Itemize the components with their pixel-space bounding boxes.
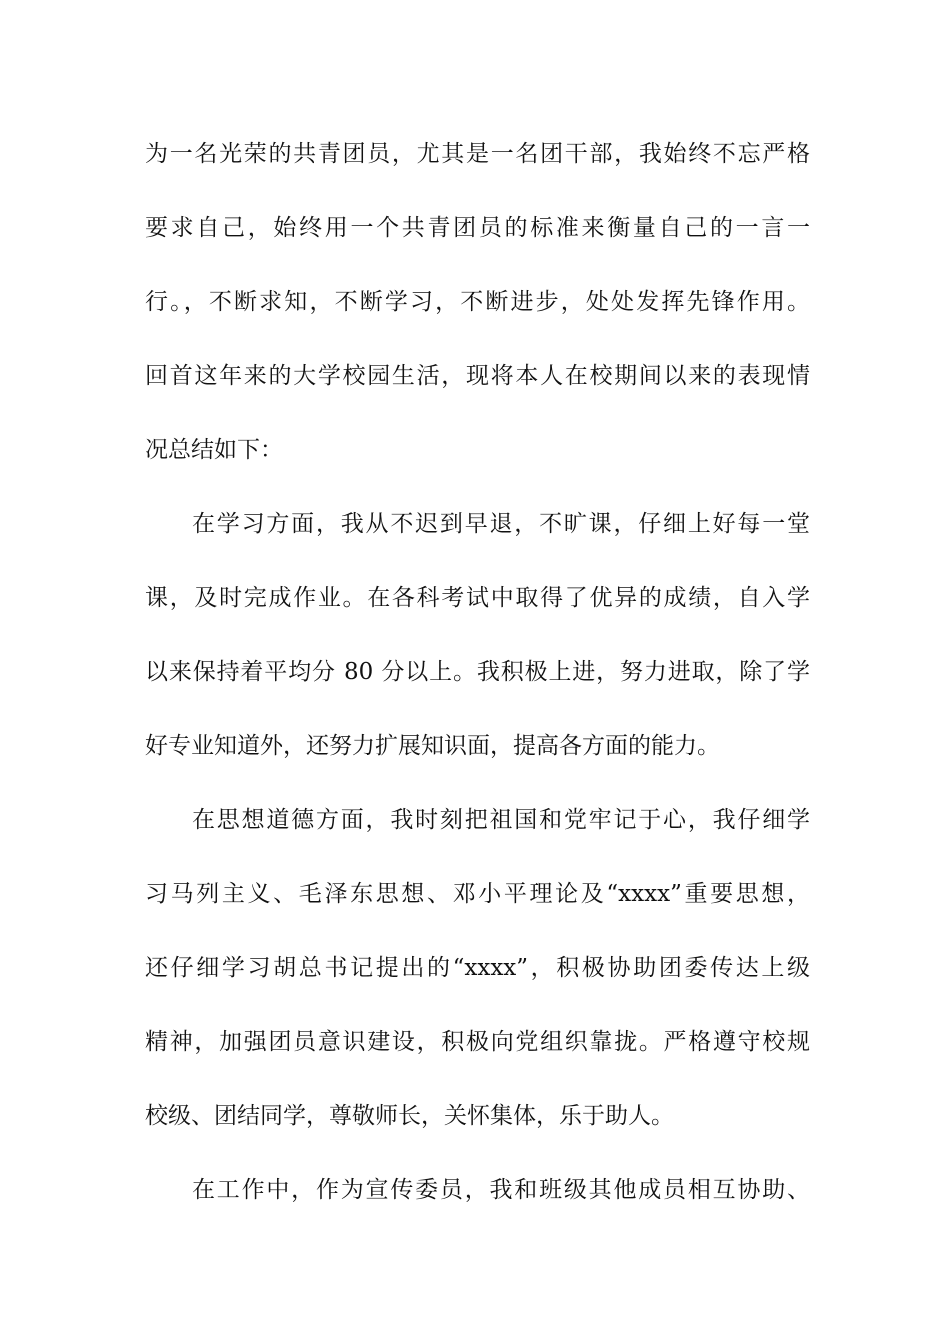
document-body [145,128,810,1238]
text-line-8: 以来保持着平均分 80 分以上。我积极上进，努力进取，除了学 [145,659,810,685]
text-line-6: 在学习方面，我从不迟到早退，不旷课，仔细上好每一堂 [192,511,810,537]
text-line-3: 行。，不断求知，不断学习，不断进步，处处发挥先锋作用。 [145,289,810,315]
text-line-5: 况总结如下： [145,437,283,463]
text-line-4: 回首这年来的大学校园生活，现将本人在校期间以来的表现情 [145,363,810,389]
text-line-12: 还仔细学习胡总书记提出的“xxxx”，积极协助团委传达上级 [145,955,810,981]
text-line-1: 为一名光荣的共青团员，尤其是一名团干部，我始终不忘严格 [145,141,810,167]
text-line-15: 在工作中，作为宣传委员，我和班级其他成员相互协助、 [192,1177,810,1203]
text-line-11: 习马列主义、毛泽东思想、邓小平理论及“xxxx”重要思想， [145,881,810,907]
text-line-9: 好专业知道外，还努力扩展知识面，提高各方面的能力。 [145,733,720,759]
text-line-14: 校级、团结同学，尊敬师长，关怀集体，乐于助人。 [145,1103,674,1129]
text-line-10: 在思想道德方面，我时刻把祖国和党牢记于心，我仔细学 [192,807,810,833]
text-line-7: 课，及时完成作业。在各科考试中取得了优异的成绩，自入学 [145,585,810,611]
text-line-13: 精神，加强团员意识建设，积极向党组织靠拢。严格遵守校规 [145,1029,810,1055]
text-line-2: 要求自己，始终用一个共青团员的标准来衡量自己的一言一 [145,215,810,241]
